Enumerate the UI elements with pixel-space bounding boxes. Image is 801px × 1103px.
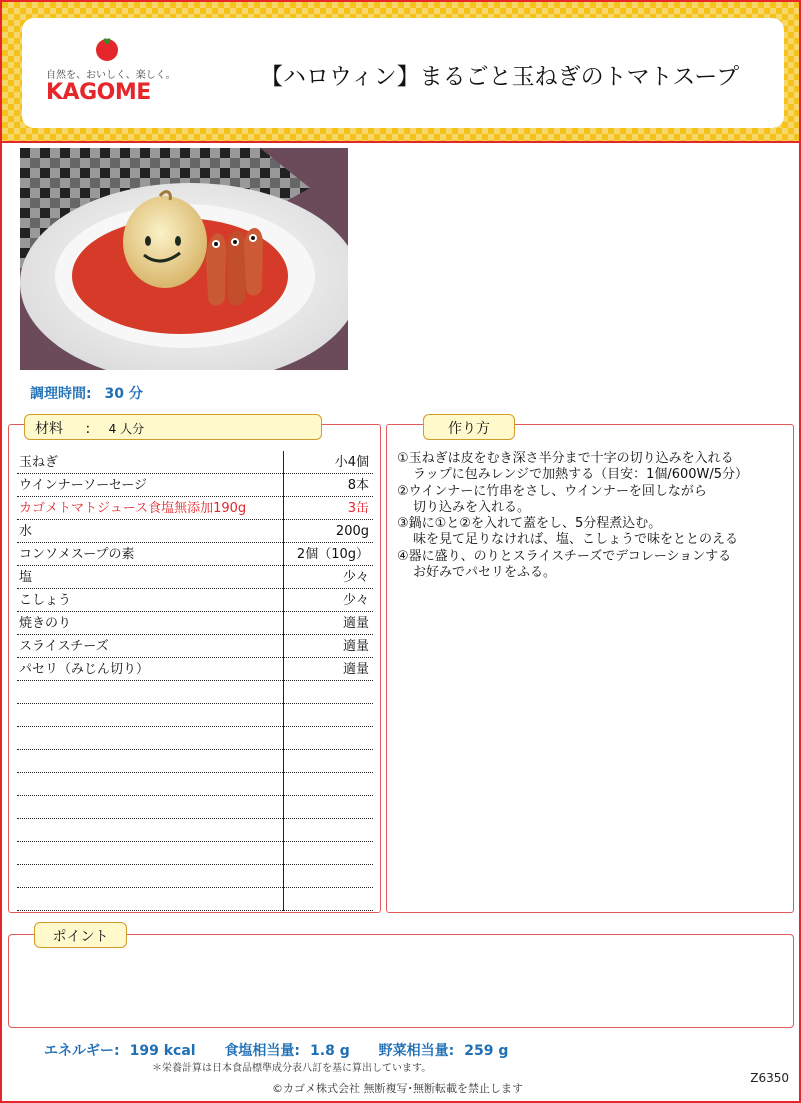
recipe-code: Z6350	[750, 1071, 789, 1085]
ingredient-quantity: 3缶	[347, 501, 369, 516]
ingredient-row	[17, 681, 373, 704]
ingredient-quantity: 200g	[335, 524, 369, 539]
ingredient-quantity: 適量	[342, 639, 369, 654]
cook-time-value: 30 分	[104, 386, 143, 402]
salt-label: 食塩相当量:	[224, 1043, 301, 1059]
point-panel	[8, 934, 794, 1028]
ingredient-name: 塩	[19, 570, 33, 585]
step-line: ②ウインナーに竹串をさし、ウインナーを回しながら	[397, 483, 707, 499]
point-tab: ポイント	[34, 922, 127, 948]
ingredient-quantity: 2個（10g）	[296, 547, 369, 562]
ingredients-label: 材料	[35, 421, 63, 437]
salt-value: 1.8 g	[310, 1043, 350, 1059]
copyright: ©カゴメ株式会社 無断複写･無断転載を禁止します	[272, 1082, 523, 1095]
ingredient-quantity: 適量	[342, 662, 369, 677]
step-line: 切り込みを入れる。	[413, 499, 531, 515]
ingredient-row	[17, 796, 373, 819]
ingredient-quantity: 8本	[347, 478, 369, 493]
vegetable-label: 野菜相当量:	[378, 1043, 455, 1059]
vegetable-value: 259 g	[464, 1043, 509, 1059]
step-line: お好みでパセリをふる。	[413, 565, 557, 581]
ingredient-row	[17, 750, 373, 773]
brand-tagline: 自然を、おいしく、楽しく。	[46, 70, 176, 81]
kagome-logo	[46, 36, 186, 116]
ingredient-name: ウインナーソーセージ	[19, 478, 148, 493]
nutrition-note: ＊栄養計算は日本食品標準成分表八訂を基に算出しています。	[152, 1063, 432, 1074]
header-inner	[22, 18, 784, 128]
ingredient-quantity: 少々	[342, 593, 369, 608]
ingredient-quantity: 少々	[342, 570, 369, 585]
header-banner	[0, 0, 801, 143]
tomato-logo-icon	[94, 36, 120, 62]
ingredient-row	[17, 865, 373, 888]
ingredient-row	[17, 819, 373, 842]
ingredient-name: こしょう	[19, 593, 72, 608]
ingredient-row	[17, 773, 373, 796]
ingredient-row	[17, 543, 373, 566]
energy-label: エネルギー:	[44, 1043, 120, 1059]
ingredients-table	[17, 451, 373, 911]
recipe-title: 【ハロウィン】まるごと玉ねぎのトマトスープ	[260, 64, 740, 90]
steps-list	[397, 451, 787, 581]
step-line: ④器に盛り、のりとスライスチーズでデコレーションする	[397, 548, 732, 564]
steps-tab: 作り方	[423, 414, 515, 440]
ingredients-column-divider	[283, 451, 284, 911]
ingredient-row	[17, 727, 373, 750]
ingredient-row	[17, 888, 373, 911]
ingredient-row	[17, 566, 373, 589]
step-line: ①玉ねぎは皮をむき深さ半分まで十字の切り込みを入れる	[397, 451, 734, 466]
ingredient-row	[17, 451, 373, 474]
ingredients-tab	[24, 414, 322, 440]
ingredient-row	[17, 612, 373, 635]
nutrition-info	[44, 1040, 532, 1060]
ingredient-row	[17, 635, 373, 658]
ingredient-row	[17, 520, 373, 543]
ingredient-row	[17, 658, 373, 681]
brand-name: KAGOME	[46, 80, 151, 105]
ingredient-name: カゴメトマトジュース食塩無添加190g	[19, 501, 247, 516]
ingredient-name: 玉ねぎ	[19, 455, 59, 470]
ingredient-name: スライスチーズ	[19, 639, 109, 654]
ingredient-name: パセリ（みじん切り）	[19, 662, 150, 677]
ingredient-row	[17, 497, 373, 520]
ingredient-quantity: 適量	[342, 616, 369, 631]
step-line: ラップに包みレンジで加熱する（目安：1個/600W/5分）	[413, 467, 749, 483]
energy-value: 199 kcal	[129, 1043, 196, 1059]
ingredient-name: 水	[19, 524, 33, 539]
ingredient-row	[17, 474, 373, 497]
ingredient-row	[17, 589, 373, 612]
recipe-photo-illustration	[20, 148, 348, 370]
ingredient-row	[17, 842, 373, 865]
cook-time	[30, 383, 143, 403]
ingredient-quantity: 小4個	[334, 455, 369, 470]
ingredients-colon: :	[85, 421, 91, 437]
recipe-photo	[20, 148, 348, 370]
servings: 4 人分	[108, 422, 145, 436]
cook-time-label: 調理時間:	[30, 386, 92, 402]
step-line: 味を見て足りなければ、塩、こしょうで味をととのえる	[413, 532, 739, 548]
step-line: ③鍋に①と②を入れて蓋をし、5分程煮込む。	[397, 516, 662, 532]
ingredient-name: コンソメスープの素	[19, 547, 135, 562]
ingredient-row	[17, 704, 373, 727]
ingredient-name: 焼きのり	[19, 616, 72, 631]
